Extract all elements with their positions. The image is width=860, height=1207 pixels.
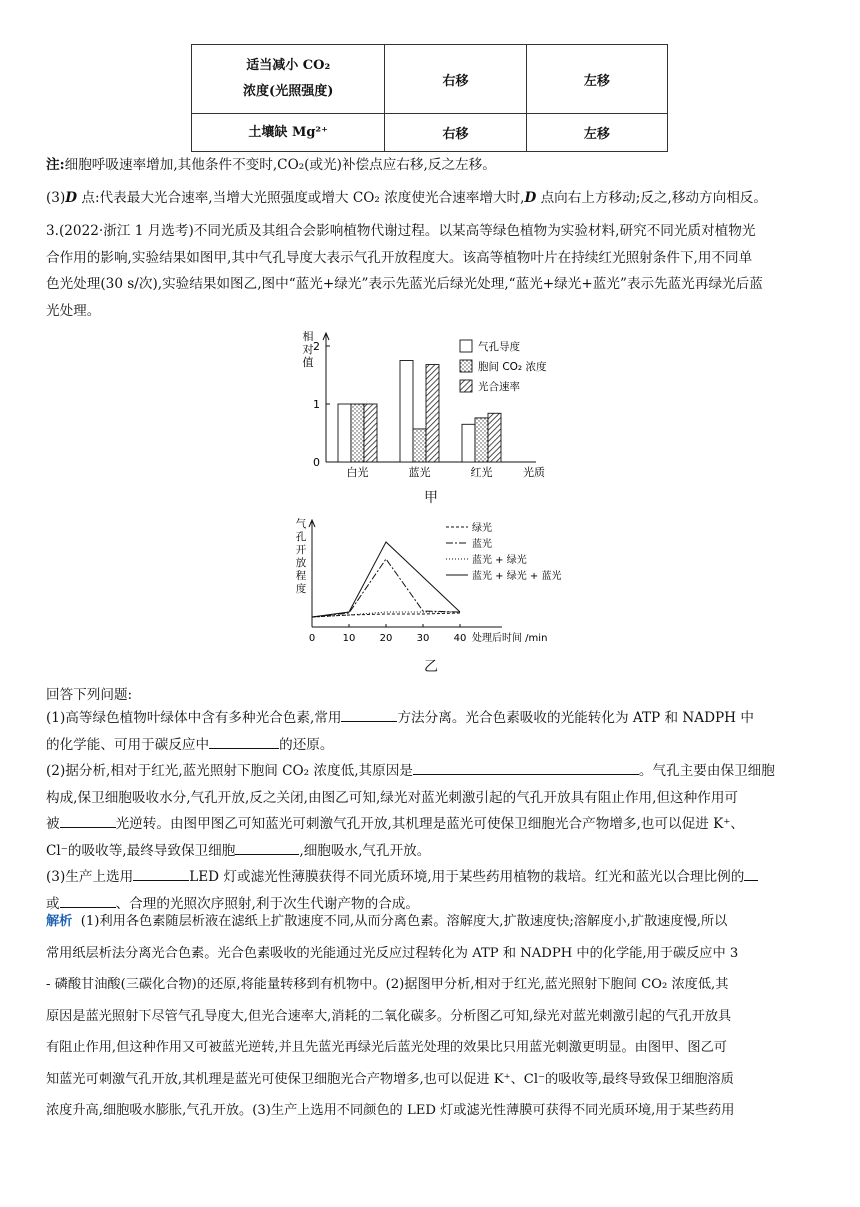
text: 、合理的光照次序照射,利于次生代谢产物的合成。 xyxy=(115,895,419,912)
y-axis-label-char: 对 xyxy=(302,343,314,356)
analysis-line: 浓度升高,细胞吸水膨胀,气孔开放。(3)生产上选用不同颜色的 LED 灯或滤光性薄膜可获得不同光质环境,用于某些药用 xyxy=(46,1103,735,1118)
y-tick-label: 2 xyxy=(313,340,320,353)
y-axis-label-char: 度 xyxy=(295,583,307,595)
y-tick-label: 1 xyxy=(313,398,320,411)
x-axis-label: 光质 xyxy=(523,466,545,479)
y-axis-label-char: 孔 xyxy=(295,531,307,543)
note-text: 细胞呼吸速率增加,其他条件不变时,CO₂(或光)补偿点应右移,反之左移。 xyxy=(64,157,496,173)
table-row xyxy=(192,45,668,114)
answer-blank xyxy=(744,866,758,881)
analysis-line: 有阻止作用,但这种作用又可被蓝光逆转,并且先蓝光再绿光后蓝光处理的效果比只用蓝光刺激更明显。由图甲、图乙可 xyxy=(46,1040,727,1055)
legend-label: 蓝光 + 绿光 xyxy=(472,555,527,566)
answer-blank xyxy=(341,707,397,722)
text: (3) xyxy=(46,190,66,206)
text: D xyxy=(65,190,78,206)
q2-line1 xyxy=(46,758,818,785)
text: D xyxy=(524,190,537,206)
y-axis-label-char: 相 xyxy=(302,330,314,343)
y-axis-label-char: 值 xyxy=(302,356,314,369)
table-cell-condition: 土壤缺 Mg²⁺ xyxy=(192,114,385,152)
analysis-line xyxy=(46,906,818,938)
bar-chart-jia xyxy=(290,328,580,488)
x-tick-label: 白光 xyxy=(346,466,369,479)
analysis-line: 知蓝光可刺激气孔开放,其机理是蓝光可使保卫细胞光合产物增多,也可以促进 K⁺、Cl⁻的吸收等,最终导致保卫细胞溶质 xyxy=(46,1071,734,1087)
answer-blank xyxy=(60,813,116,828)
chart-caption-yi: 乙 xyxy=(424,659,438,675)
x-tick-label: 蓝光 xyxy=(408,466,431,479)
legend-label: 光合速率 xyxy=(478,381,520,393)
text: LED 灯或滤光性薄膜获得不同光质环境,用于某些药用植物的栽培。红光和蓝光以合理比例的 xyxy=(189,869,745,885)
y-axis-label-char: 气 xyxy=(295,518,307,530)
q1-line2 xyxy=(46,732,818,759)
cell-text: 适当减小 CO₂ xyxy=(246,58,331,73)
legend-label: 胞间 CO₂ 浓度 xyxy=(478,361,547,373)
q2-line2: 构成,保卫细胞吸收水分,气孔开放,反之关闭,由图乙可知,绿光对蓝光刺激引起的气孔开放具有阻止作用,但这种作用可 xyxy=(46,789,739,806)
bar xyxy=(462,424,475,462)
question-line: 合作用的影响,实验结果如图甲,其中气孔导度大表示气孔开放程度大。该高等植物叶片在持续红光照射条件下,用不同单 xyxy=(46,249,753,266)
line-chart-yi xyxy=(290,515,580,655)
cell-text: 浓度(光照强度) xyxy=(243,84,334,99)
text: 或 xyxy=(46,895,60,912)
legend-swatch xyxy=(460,340,472,352)
text: 的化学能、可用于碳反应中 xyxy=(46,736,210,753)
answer-blank xyxy=(235,840,299,855)
legend-swatch xyxy=(460,380,472,392)
answer-blank xyxy=(413,760,639,775)
text: (1)高等绿色植物叶绿体中含有多种光合色素,常用 xyxy=(46,710,342,726)
text: 。气孔主要由保卫细胞 xyxy=(638,763,775,779)
x-tick-label: 40 xyxy=(453,633,467,644)
question-line: 光处理。 xyxy=(46,302,101,319)
table-cell: 右移 xyxy=(385,45,526,114)
table-cell: 右移 xyxy=(385,114,526,152)
x-tick-label: 20 xyxy=(379,633,393,644)
y-axis-label-char: 放 xyxy=(295,557,307,569)
text: 的还原。 xyxy=(279,736,334,753)
bar xyxy=(351,404,364,462)
q3-line1 xyxy=(46,864,818,891)
bar xyxy=(364,404,377,462)
bar xyxy=(338,404,351,462)
analysis-label: 解析 xyxy=(46,914,73,929)
question-stem xyxy=(46,218,818,324)
text: ,细胞吸水,气孔开放。 xyxy=(299,842,431,859)
text: 方法分离。光合色素吸收的光能转化为 ATP 和 NADPH 中 xyxy=(397,710,754,726)
bar xyxy=(426,365,439,462)
q2-line4 xyxy=(46,838,818,865)
question-parts xyxy=(46,705,818,917)
legend-label: 绿光 xyxy=(472,523,492,534)
analysis-line: 原因是蓝光照射下尽管气孔导度大,但光合速率大,消耗的二氧化碳多。分析图乙可知,绿光对蓝光刺激引起的气孔开放具 xyxy=(46,1008,732,1024)
legend-label: 蓝光 + 绿光 + 蓝光 xyxy=(472,571,562,582)
text: Cl⁻的吸收等,最终导致保卫细胞 xyxy=(46,842,236,859)
answer-blank xyxy=(209,734,279,749)
note-paragraph xyxy=(46,152,818,179)
q1-line1 xyxy=(46,705,818,732)
bar xyxy=(413,429,426,462)
table-cell: 左移 xyxy=(526,114,667,152)
question-line: 色光处理(30 s/次),实验结果如图乙,图中“蓝光+绿光”表示先蓝光后绿光处理,“蓝光+绿光+蓝光”表示先蓝光再绿光后蓝 xyxy=(46,276,763,292)
series-line xyxy=(312,542,460,617)
analysis-paragraph xyxy=(46,906,818,1127)
table-cell-condition xyxy=(192,45,385,114)
answer-intro: 回答下列问题: xyxy=(46,687,133,703)
text: (1)利用各色素随层析液在滤纸上扩散速度不同,从而分离色素。溶解度大,扩散速度快;溶解度小,扩散速度慢,所以 xyxy=(80,914,728,929)
x-axis-label: 处理后时间 /min xyxy=(472,633,548,644)
bar xyxy=(400,361,413,463)
note-label: 注: xyxy=(46,157,65,173)
text: (3)生产上选用 xyxy=(46,869,134,885)
text: 光逆转。由图甲图乙可知蓝光可刺激气孔开放,其机理是蓝光可使保卫细胞光合产物增多,也可以促进 K⁺、 xyxy=(115,816,745,832)
chart-caption-jia: 甲 xyxy=(424,490,438,506)
table-cell: 左移 xyxy=(526,45,667,114)
analysis-line: - 磷酸甘油酸(三碳化合物)的还原,将能量转移到有机物中。(2)据图甲分析,相对于红光,蓝光照射下胞间 CO₂ 浓度低,其 xyxy=(46,977,729,992)
series-line xyxy=(312,559,460,617)
text: 被 xyxy=(46,816,60,832)
analysis-line: 常用纸层析法分离光合色素。光合色素吸收的光能通过光反应过程转化为 ATP 和 NADPH 中的化学能,用于碳反应中 3 xyxy=(46,945,739,961)
legend-swatch xyxy=(460,360,472,372)
x-tick-label: 0 xyxy=(308,633,316,644)
table-row xyxy=(192,114,668,152)
bar xyxy=(488,413,501,462)
y-axis-label-char: 程 xyxy=(295,570,307,582)
legend-label: 气孔导度 xyxy=(478,341,520,353)
q2-line3 xyxy=(46,811,818,838)
text: 点向右上方移动;反之,移动方向相反。 xyxy=(536,190,767,206)
y-axis-label-char: 开 xyxy=(295,544,307,556)
x-tick-label: 10 xyxy=(342,633,356,644)
comparison-table xyxy=(191,44,668,152)
bar xyxy=(475,418,488,462)
text: (2)据分析,相对于红光,蓝光照射下胞间 CO₂ 浓度低,其原因是 xyxy=(46,763,413,779)
point3-paragraph xyxy=(46,185,818,212)
legend-label: 蓝光 xyxy=(472,539,492,550)
text: 点:代表最大光合速率,当增大光照强度或增大 CO₂ 浓度使光合速率增大时, xyxy=(77,190,525,206)
x-tick-label: 30 xyxy=(416,633,430,644)
question-line: 3.(2022·浙江 1 月选考)不同光质及其组合会影响植物代谢过程。以某高等绿色植物为实验材料,研究不同光质对植物光 xyxy=(46,223,756,239)
y-tick-label: 0 xyxy=(313,456,320,469)
answer-blank xyxy=(133,866,189,881)
x-tick-label: 红光 xyxy=(470,466,493,479)
